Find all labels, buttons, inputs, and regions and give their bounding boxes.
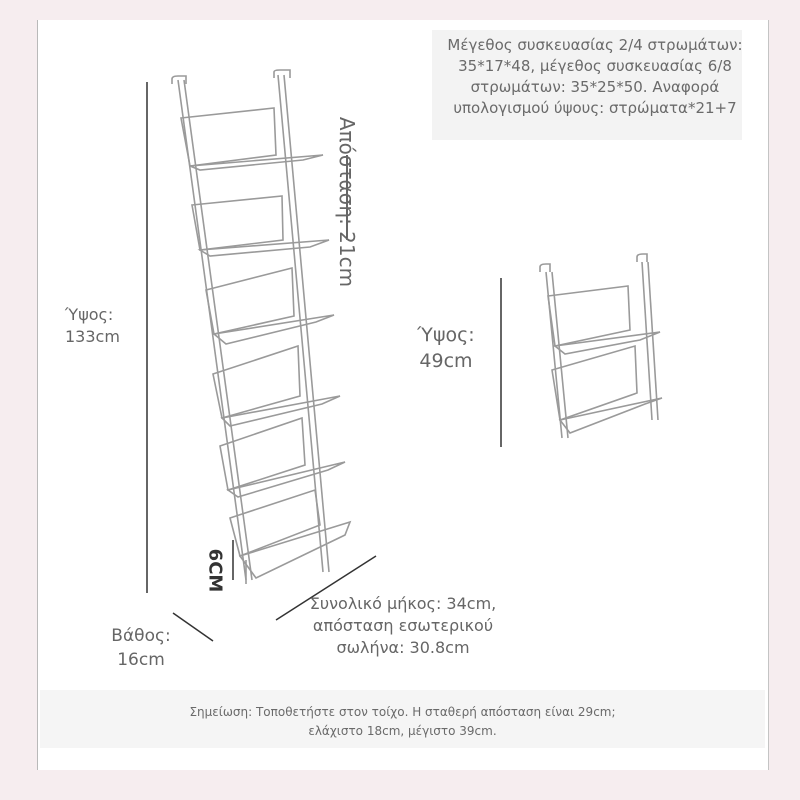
bottom-gap-label: 6CM	[204, 548, 226, 593]
width-label-line3: σωλήνα: 30.8cm	[336, 638, 470, 657]
depth-label-line2: 16cm	[117, 650, 165, 670]
note-line1: Σημείωση: Τοποθετήστε στον τοίχο. Η σταθερή απόσταση είναι 29cm;	[189, 705, 616, 719]
width-label	[293, 593, 513, 659]
note-line2: ελάχιστο 18cm, μέγιστο 39cm.	[308, 724, 497, 738]
tall-shelf-unit	[172, 70, 350, 584]
height-label-small-line2: 49cm	[419, 350, 473, 372]
spacing-label: Απόσταση: 21cm	[335, 116, 359, 288]
width-label-line2: απόσταση εσωτερικού	[312, 616, 494, 635]
small-shelf-unit	[540, 254, 662, 438]
height-label-main-line2: 133cm	[65, 327, 120, 346]
depth-label-line1: Βάθος:	[111, 626, 171, 646]
height-label-main-line1: Ύψος:	[65, 305, 114, 324]
package-info-text: Μέγεθος συσκευασίας 2/4 στρωμάτων: 35*17*48, μέγεθος συσκευασίας 6/8 στρωμάτων: 35*25*50. Αναφορά υπολογισμού ύψους: στρώματα*21+7	[447, 36, 743, 117]
depth-label	[100, 624, 182, 672]
height-label-small-line1: Ύψος:	[417, 324, 475, 346]
note-text	[40, 703, 765, 741]
height-label-main	[40, 304, 150, 348]
width-label-line1: Συνολικό μήκος: 34cm,	[309, 594, 497, 613]
height-label-small	[398, 322, 494, 374]
